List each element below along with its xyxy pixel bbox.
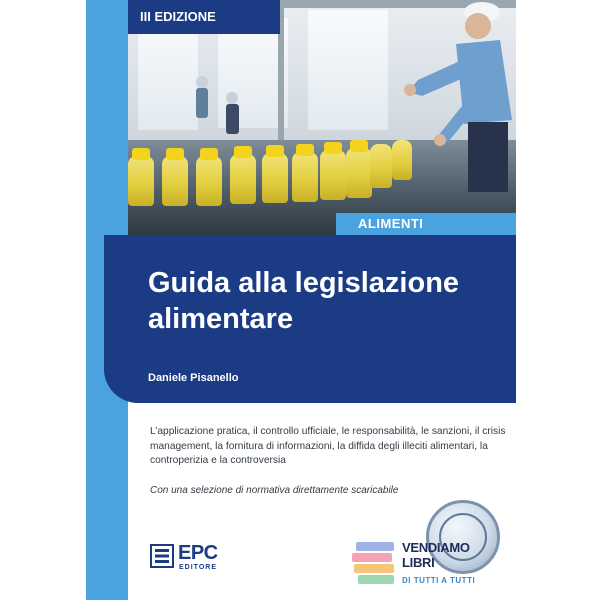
publisher-subtitle: EDITORE <box>179 564 217 571</box>
bottle-cap <box>200 148 218 160</box>
watermark-seal <box>426 500 500 574</box>
download-note: Con una selezione di normativa direttamente scaricabile <box>150 485 399 496</box>
watermark-tagline: DI TUTTI A TUTTI <box>402 576 476 585</box>
publisher-name: EPC <box>178 542 218 564</box>
bottle-cap <box>132 148 150 160</box>
bottle <box>128 156 154 206</box>
bottle-cap <box>166 148 184 160</box>
bottle-cap <box>350 140 368 152</box>
bottle-cap <box>234 146 252 158</box>
factory-window <box>308 10 388 130</box>
bottle-cap <box>296 144 314 156</box>
bottle <box>292 152 318 202</box>
book-author: Daniele Pisanello <box>148 372 239 384</box>
bottle <box>230 154 256 204</box>
bottle <box>162 156 188 206</box>
bottle <box>262 153 288 203</box>
foreground-worker <box>378 0 516 200</box>
bottle-cap <box>324 142 342 154</box>
watermark-line2: LIBRI <box>402 555 435 570</box>
bottle <box>320 150 346 200</box>
bottle <box>196 156 222 206</box>
book-description: L’applicazione pratica, il controllo ufficiale, le responsabilità, le sanzioni, il crisis management, la fornitura di informazioni, la diffida degli illeciti alimentari, la controperizia e la controversia <box>150 426 506 466</box>
bottle <box>346 148 372 198</box>
edition-badge: III EDIZIONE <box>128 0 280 34</box>
cover-photo-bottling-line <box>128 0 516 235</box>
title-panel <box>104 235 516 403</box>
category-label: ALIMENTI <box>336 213 516 235</box>
books-stack-icon <box>350 538 398 588</box>
bottle-cap <box>266 145 284 157</box>
epc-emblem-icon <box>150 544 174 568</box>
publisher-logo <box>150 542 240 574</box>
watermark-line1: VENDIAMO <box>402 540 470 555</box>
book-title: Guida alla legislazione alimentare <box>148 267 460 335</box>
background-workers <box>188 70 248 150</box>
